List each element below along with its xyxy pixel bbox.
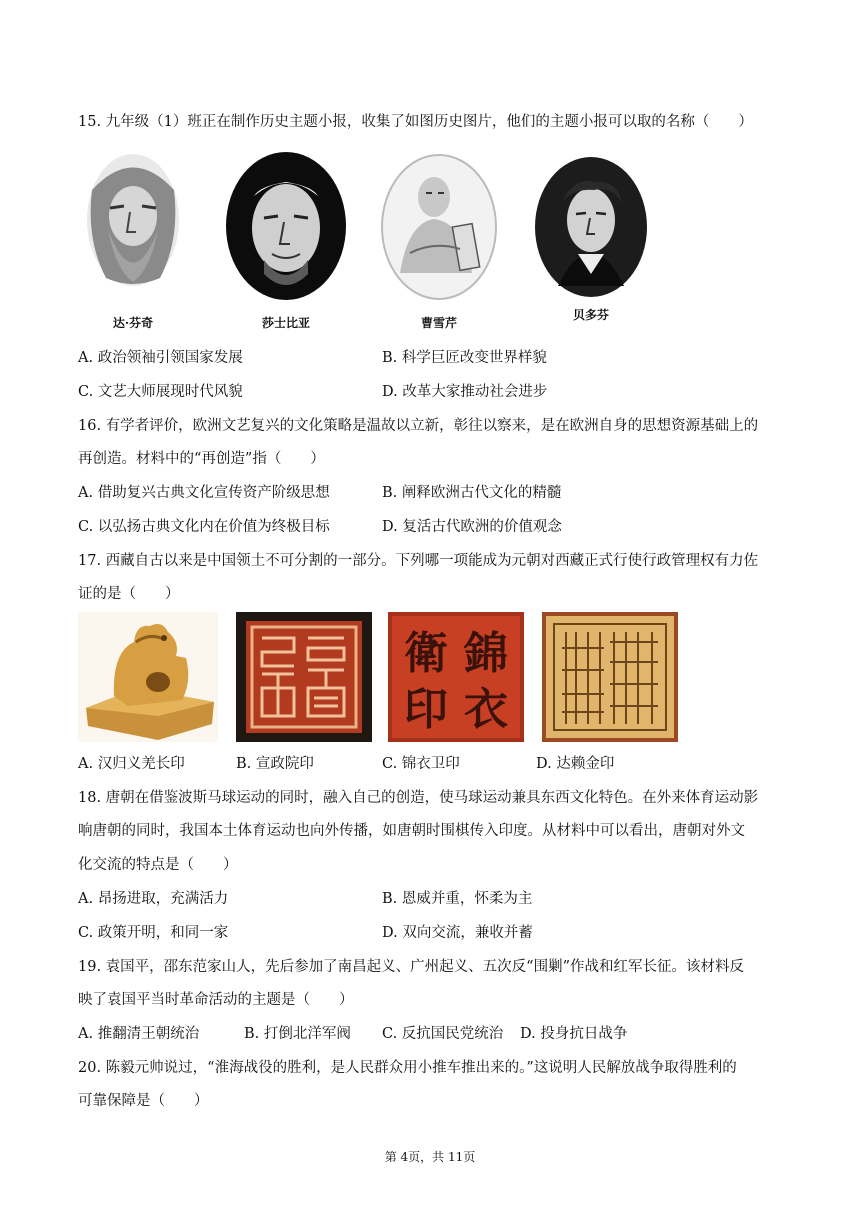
q17-stem-line-2: 证的是（ ） bbox=[78, 586, 180, 602]
q17-option-c[interactable]: C. 锦衣卫印 bbox=[382, 756, 460, 772]
portrait-beethoven bbox=[534, 156, 648, 298]
seal-glyph-jin: 錦 bbox=[464, 628, 508, 679]
q18-option-a[interactable]: A. 昂扬进取，充满活力 bbox=[78, 891, 229, 907]
q15-option-a[interactable]: A. 政治领袖引领国家发展 bbox=[78, 350, 243, 366]
seal-xuan-zheng-yuan bbox=[236, 612, 372, 742]
q19-option-b[interactable]: B. 打倒北洋军阀 bbox=[244, 1026, 351, 1042]
q18-option-c[interactable]: C. 政策开明，和同一家 bbox=[78, 925, 229, 941]
q19-option-a[interactable]: A. 推翻清王朝统治 bbox=[78, 1026, 200, 1042]
q18-stem-line-1: 18. 唐朝在借鉴波斯马球运动的同时，融入自己的创造，使马球运动兼具东西文化特色。在外来体育运动影 bbox=[78, 790, 759, 806]
q18-option-b[interactable]: B. 恩威并重，怀柔为主 bbox=[382, 891, 533, 907]
q16-option-d[interactable]: D. 复活古代欧洲的价值观念 bbox=[382, 519, 562, 535]
portrait-da-vinci bbox=[80, 150, 186, 300]
q19-option-c[interactable]: C. 反抗国民党统治 bbox=[382, 1026, 504, 1042]
q19-option-d[interactable]: D. 投身抗日战争 bbox=[520, 1026, 628, 1042]
q17-option-d[interactable]: D. 达赖金印 bbox=[536, 756, 615, 772]
q16-option-b[interactable]: B. 阐释欧洲古代文化的精髓 bbox=[382, 485, 562, 501]
q19-stem-line-1: 19. 袁国平，邵东范家山人，先后参加了南昌起义、广州起义、五次反“围剿”作战和红军长征。该材料反 bbox=[78, 959, 744, 975]
q17-option-a[interactable]: A. 汉归义羌长印 bbox=[78, 756, 185, 772]
q18-stem-line-3: 化交流的特点是（ ） bbox=[78, 857, 238, 873]
q15-option-d[interactable]: D. 改革大家推动社会进步 bbox=[382, 384, 548, 400]
caption-cao-xueqin: 曹雪芹 bbox=[420, 316, 457, 330]
caption-da-vinci: 达·芬奇 bbox=[112, 316, 154, 330]
q17-option-b[interactable]: B. 宣政院印 bbox=[236, 756, 314, 772]
seal-glyph-yi: 衣 bbox=[464, 684, 508, 735]
q15-stem: 15. 九年级（1）班正在制作历史主题小报，收集了如图历史图片，他们的主题小报可以取的名称（ ） bbox=[78, 114, 753, 130]
seal-jin-yi-wei bbox=[388, 612, 524, 742]
q16-stem-line-1: 16. 有学者评价，欧洲文艺复兴的文化策略是温故以立新，彰往以察来，是在欧洲自身的思想资源基础上的 bbox=[78, 418, 759, 434]
caption-shakespeare: 莎士比亚 bbox=[261, 316, 310, 330]
q19-stem-line-2: 映了袁国平当时革命活动的主题是（ ） bbox=[78, 992, 354, 1008]
q17-stem-line-1: 17. 西藏自古以来是中国领土不可分割的一部分。下列哪一项能成为元朝对西藏正式行使行政管理权有力佐 bbox=[78, 553, 759, 569]
seal-glyph-yin: 印 bbox=[404, 684, 448, 735]
q16-stem-line-2: 再创造。材料中的“再创造”指（ ） bbox=[78, 451, 325, 467]
seal-glyph-wei: 衛 bbox=[404, 628, 448, 679]
portrait-cao-xueqin bbox=[380, 153, 498, 301]
seal-han-gui-yi-qiang bbox=[78, 612, 218, 742]
q20-stem-line-1: 20. 陈毅元帅说过，“淮海战役的胜利，是人民群众用小推车推出来的。”这说明人民解放战争取得胜利的 bbox=[78, 1060, 737, 1076]
q15-option-b[interactable]: B. 科学巨匠改变世界样貌 bbox=[382, 350, 547, 366]
q15-option-c[interactable]: C. 文艺大师展现时代风貌 bbox=[78, 384, 243, 400]
caption-beethoven: 贝多芬 bbox=[572, 308, 609, 322]
portrait-shakespeare bbox=[224, 150, 348, 302]
q20-stem-line-2: 可靠保障是（ ） bbox=[78, 1093, 209, 1109]
q16-option-a[interactable]: A. 借助复兴古典文化宣传资产阶级思想 bbox=[78, 485, 330, 501]
page-number: 第 4页，共 11页 bbox=[384, 1150, 476, 1164]
q18-stem-line-2: 响唐朝的同时，我国本土体育运动也向外传播，如唐朝时围棋传入印度。从材料中可以看出，唐朝对外文 bbox=[78, 823, 745, 839]
q16-option-c[interactable]: C. 以弘扬古典文化内在价值为终极目标 bbox=[78, 519, 330, 535]
seal-dalai-gold bbox=[542, 612, 678, 742]
q18-option-d[interactable]: D. 双向交流，兼收并蓄 bbox=[382, 925, 533, 941]
